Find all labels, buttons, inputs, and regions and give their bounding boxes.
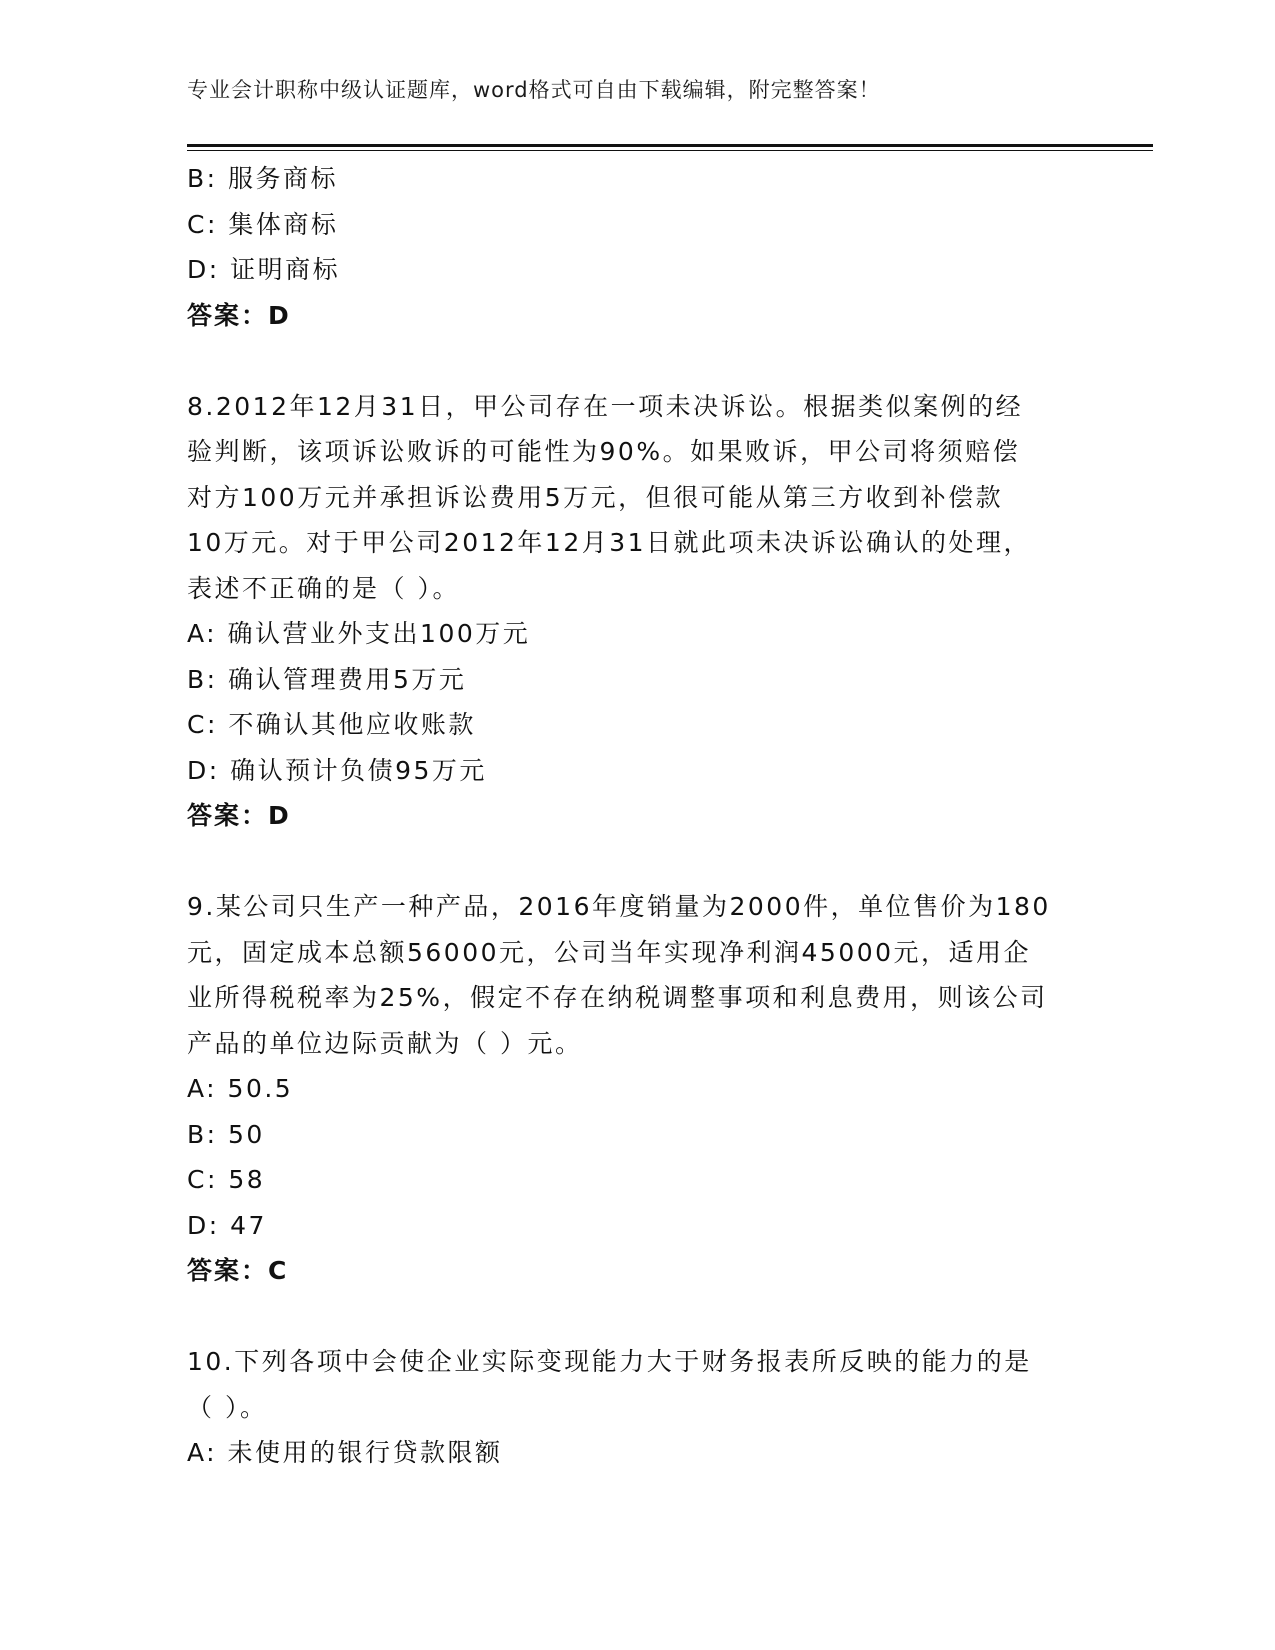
stem-line: 产品的单位边际贡献为（ ）元。 bbox=[187, 1028, 583, 1058]
option-d: D: 证明商标 bbox=[187, 255, 341, 284]
stem-line: 8.2012年12月31日，甲公司存在一项未决诉讼。根据类似案例的经 bbox=[187, 391, 1024, 421]
option-c: C: 集体商标 bbox=[187, 209, 339, 239]
document-body bbox=[187, 156, 1087, 1476]
question-stem bbox=[187, 384, 1087, 612]
stem-line: 9.某公司只生产一种产品，2016年度销量为2000件，单位售价为180 bbox=[187, 892, 1051, 921]
stem-line: 10.下列各项中会使企业实际变现能力大于财务报表所反映的能力的是 bbox=[187, 1347, 1032, 1376]
option-b: B: 确认管理费用5万元 bbox=[187, 664, 467, 694]
header-rule bbox=[187, 144, 1153, 151]
option-d: D: 确认预计负债95万元 bbox=[187, 755, 487, 785]
option-a: A: 确认营业外支出100万元 bbox=[187, 619, 531, 648]
question-10 bbox=[187, 1339, 1087, 1476]
option-b: B: 服务商标 bbox=[187, 164, 339, 193]
stem-line: 元，固定成本总额56000元，公司当年实现净利润45000元，适用企 bbox=[187, 937, 1032, 967]
option-a: A: 50.5 bbox=[187, 1074, 294, 1103]
stem-line: 业所得税税率为25%，假定不存在纳税调整事项和利息费用，则该公司 bbox=[187, 983, 1048, 1012]
answer-line: 答案：D bbox=[187, 300, 291, 330]
option-a: A: 未使用的银行贷款限额 bbox=[187, 1438, 503, 1467]
option-b: B: 50 bbox=[187, 1119, 265, 1149]
stem-line: 10万元。对于甲公司2012年12月31日就此项未决诉讼确认的处理， bbox=[187, 528, 1032, 557]
question-9 bbox=[187, 884, 1087, 1294]
stem-line: （ ）。 bbox=[187, 1392, 268, 1422]
stem-line: 对方100万元并承担诉讼费用5万元，但很可能从第三方收到补偿款 bbox=[187, 482, 1004, 512]
prev-question bbox=[187, 156, 1087, 338]
question-stem bbox=[187, 884, 1087, 1066]
option-d: D: 47 bbox=[187, 1210, 267, 1240]
option-c: C: 不确认其他应收账款 bbox=[187, 710, 476, 739]
question-stem bbox=[187, 1339, 1087, 1430]
option-c: C: 58 bbox=[187, 1165, 266, 1194]
answer-line: 答案：C bbox=[187, 1256, 289, 1285]
stem-line: 验判断，该项诉讼败诉的可能性为90%。如果败诉，甲公司将须赔偿 bbox=[187, 437, 1021, 466]
stem-line: 表述不正确的是（ ）。 bbox=[187, 573, 460, 603]
question-8 bbox=[187, 384, 1087, 839]
answer-line: 答案：D bbox=[187, 801, 291, 830]
page-header: 专业会计职称中级认证题库，word格式可自由下载编辑，附完整答案！ bbox=[187, 78, 881, 102]
